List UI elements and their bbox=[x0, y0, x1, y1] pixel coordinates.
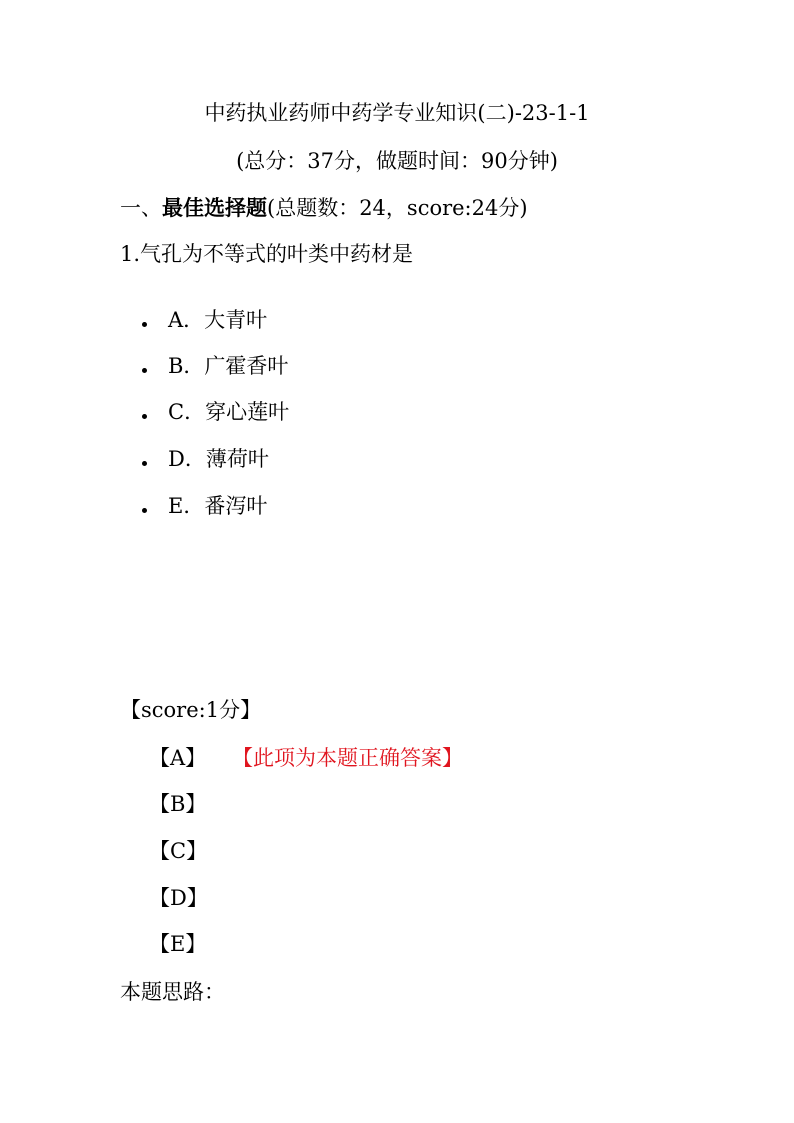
score-time-info: (总分：37分，做题时间：90分钟) bbox=[236, 149, 558, 173]
document-title: 中药执业药师中药学专业知识(二)-23-1-1 bbox=[204, 101, 590, 125]
bullet-icon bbox=[142, 461, 147, 466]
section-info: (总题数：24，score:24分) bbox=[267, 196, 528, 220]
section-prefix: 一、 bbox=[120, 196, 162, 220]
option-a: A．大青叶 bbox=[168, 308, 268, 332]
answer-score: 【score:1分】 bbox=[120, 698, 262, 722]
question-text: 1.气孔为不等式的叶类中药材是 bbox=[120, 242, 414, 266]
correct-answer-note: 【此项为本题正确答案】 bbox=[232, 746, 463, 770]
bullet-icon bbox=[142, 508, 147, 513]
section-name: 最佳选择题 bbox=[162, 196, 267, 220]
option-d: D．薄荷叶 bbox=[168, 447, 269, 471]
option-b: B．广霍香叶 bbox=[168, 354, 289, 378]
option-e: E．番泻叶 bbox=[168, 494, 268, 518]
answer-choice-b: 【B】 bbox=[149, 792, 207, 816]
answer-choice-e: 【E】 bbox=[149, 932, 207, 956]
option-c: C．穿心莲叶 bbox=[168, 400, 290, 424]
section-heading bbox=[120, 194, 528, 222]
analysis-label: 本题思路： bbox=[120, 980, 225, 1004]
bullet-icon bbox=[142, 322, 147, 327]
bullet-icon bbox=[142, 368, 147, 373]
answer-choice-c: 【C】 bbox=[149, 839, 208, 863]
answer-choice-a: 【A】 bbox=[149, 746, 207, 770]
bullet-icon bbox=[142, 414, 147, 419]
answer-choice-d: 【D】 bbox=[149, 886, 208, 910]
